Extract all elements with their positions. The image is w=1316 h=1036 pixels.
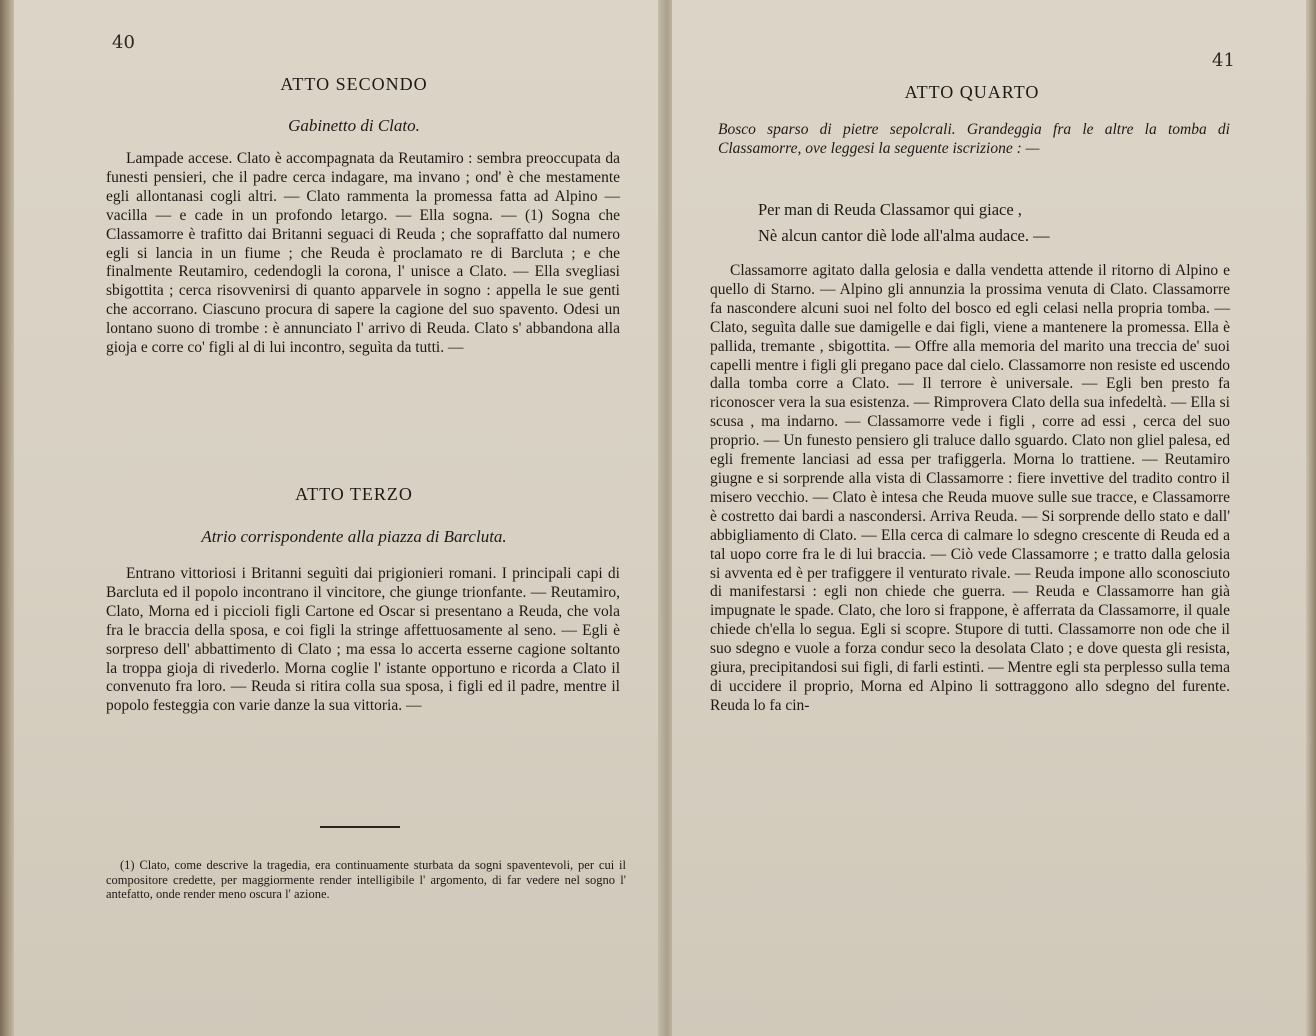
act-secondo-paragraph: Lampade accese. Clato è accompagnata da Reutamiro : sembra preoccupata da funesti pensieri, che il padre cerca indagare, ma invano ; ond' è che mestamente egli allontanasi cogli altri. — Clato rammenta la promessa fatta ad Alpino — vacilla — e cade in un profondo letargo. — Ella sogna. — (1) Sogna che Classamorre è trafitto dai Britanni seguaci di Reuda ; che sopraffatto dal numero egli si lancia in un fiume ; che Reuda è proclamato re di Barcluta ; e che finalmente Reutamiro, cedendogli la corona, l' unisce a Clato. — Ella svegliasi sbigottita ; cerca risovvenirsi di quanto apparvele in sogno : appella le sue genti che accorrano. Ciascuno procura di sapere la cagione del suo spavento. Odesi un lontano suono di trombe : è annunciato l' arrivo di Reuda. Clato s' abbandona alla gioja e corre co' figli al di lui incontro, seguìta da tutti. — (106, 150, 620, 357)
epitaph-verse-1: Per man di Reuda Classamor qui giace , (758, 200, 1022, 219)
act-title-secondo: ATTO SECONDO (280, 74, 428, 94)
scene-title-terzo: Atrio corrispondente alla piazza di Barcluta. (201, 527, 507, 546)
page-number-right: 41 (1212, 50, 1235, 71)
left-page (14, 0, 664, 1036)
scene-title-secondo: Gabinetto di Clato. (288, 116, 420, 135)
act-quarto-paragraph: Classamorre agitato dalla gelosia e dalla vendetta attende il ritorno di Alpino e quello di Starno. — Alpino gli annunzia la prossima venuta di Clato. Classamorre fa nascondere alcuni suoi nel folto del bosco ed egli celasi nella propria tomba. — Clato, seguìta dalle sue damigelle e dai figli, viene a mantenere la promessa. Ella è pallida, tremante , sbigottita. — Offre alla memoria del marito una treccia de' suoi capelli mentre i figli gli pregano pace dal cielo. Classamorre non resiste ed uscendo dalla tomba corre a Clato. — Il terrore è universale. — Egli ben presto fa riconoscer vera la sua esistenza. — Rimprovera Clato della sua infedeltà. — Ella si scusa , ma indarno. — Classamorre vede i figli , corre ad essi , cerca del suo proprio. — Un funesto pensiero gli traluce dallo sguardo. Clato non gliel palesa, ed egli fremente lanciasi ad essa per trafiggerla. Morna lo trattiene. — Reutamiro giugne e si sorprende alla vista di Classamorre : fiere invettive del tradito contro il misero vecchio. — Clato è intesa che Reuda muove sulle sue tracce, e Classamorre è costretto dai bardi a nascondersi. Arriva Reuda. — Si sorprende dello stato e dall' abbigliamento di Clato. — Ella cerca di calmare lo sdegno crescente di Reuda ed a tal uopo corre fra le di lui braccia. — Ciò vede Classamorre ; e tratto dalla gelosia si avventa ed è per trafiggere il venturato rivale. — Reuda impone allo sconosciuto di manifestarsi : egli non chiede che guerra. — Reuda e Classamorre han già impugnate le spade. Clato, che loro si frappone, è afferrata da Classamorre, il quale chiede ch'ella lo segua. Egli si scopre. Stupore di tutti. Classamorre non ode che il suo sdegno e vuole a forza condur seco la desolata Clato ; e dove questa gli resista, giura, precipitandosi sui figli, di farli estinti. — Mentre egli sta perplesso sulla tema di uccidere il proprio, Morna ed Alpino li sottraggono allo sdegno del furente. Reuda lo fa cin- (710, 262, 1230, 714)
footnote: (1) Clato, come descrive la tragedia, era continuamente sturbata da sogni spaventevoli, per cui il compositore credette, per maggiormente render intelligibile l' argomento, di far vedere nel sogno l' antefatto, onde render meno oscura l' azione. (106, 858, 626, 901)
scene-description-quarto: Bosco sparso di pietre sepolcrali. Grandeggia fra le altre la tomba di Classamorre, ove leggesi la seguente iscrizione : — (718, 121, 1230, 157)
epitaph-verse-2: Nè alcun cantor diè lode all'alma audace. — (758, 226, 1050, 245)
right-page (672, 0, 1312, 1036)
page-number-left: 40 (112, 32, 135, 53)
act-title-quarto: ATTO QUARTO (904, 82, 1040, 102)
separator-rule (320, 826, 400, 828)
act-title-terzo: ATTO TERZO (295, 484, 413, 504)
act-terzo-paragraph: Entrano vittoriosi i Britanni seguìti dai prigionieri romani. I principali capi di Barcluta ed il popolo incontrano il vincitore, che giunge trionfante. — Reutamiro, Clato, Morna ed i piccioli figli Cartone ed Oscar si presentano a Reuda, che vola fra le braccia della sposa, e coi figli la stringe affettuosamente al seno. — Egli è sorpreso dell' abbattimento di Clato ; ma essa lo accerta esserne cagione soltanto la troppa gioja di rivederlo. Morna coglie l' istante opportuno e ricorda a Clato il convenuto fra loro. — Reuda si ritira colla sua sposa, i figli ed il padre, mentre il popolo festeggia con varie danze la sua vittoria. — (106, 565, 620, 715)
book-edge-right (1306, 0, 1316, 1036)
